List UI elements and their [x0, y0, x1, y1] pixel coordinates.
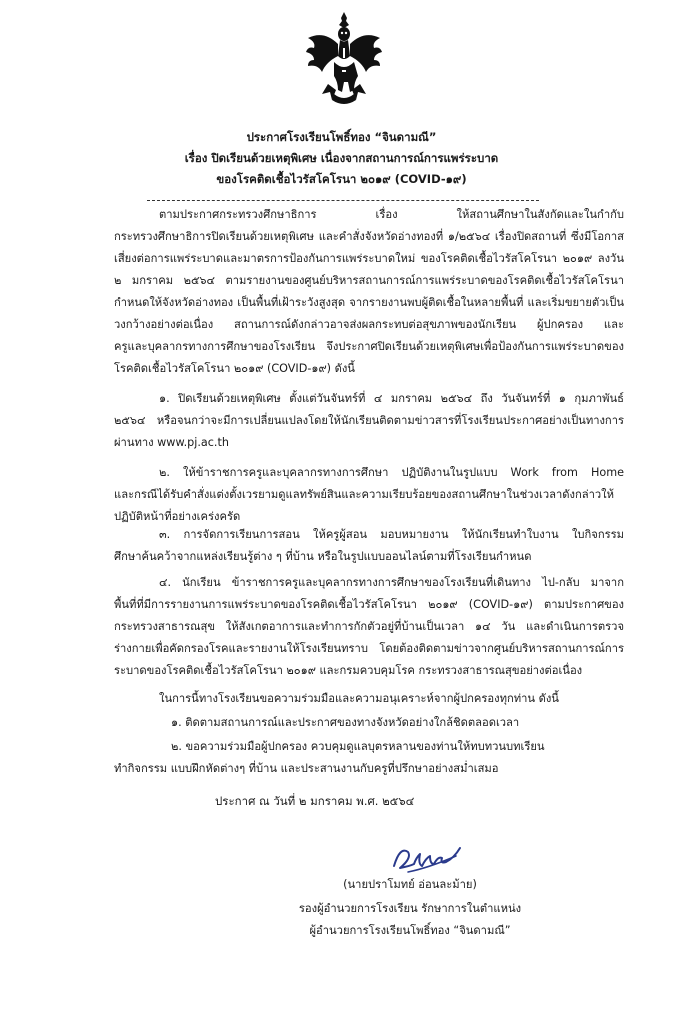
item-1-line: ๒๕๖๔ หรือจนกว่าจะมีการเปลี่ยนแปลงโดยให้นักเรียนติดตามข่าวสารที่โรงเรียนประกาศอย่างเป็นทางการ: [114, 414, 624, 427]
announcement-subject-cont: ของโรคติดเชื้อไวรัสโคโรนา ๒๐๑๙ (COVID-๑๙): [216, 172, 467, 186]
item-1-line: ผ่านทาง www.pj.ac.th: [114, 436, 229, 449]
item-2-line: ปฏิบัติหน้าที่อย่างเคร่งครัด: [114, 510, 241, 523]
body-line: เสี่ยงต่อการแพร่ระบาดและมาตรการป้องกันการแพร่ระบาดใหม่ ของโรคติดเชื้อไวรัสโคโรนา ๒๐๑๙ ลงวัน: [114, 252, 624, 265]
body-line: ตามประกาศกระทรวงศึกษาธิการ เรื่อง ให้สถานศึกษาในสังกัดและในกำกับ: [159, 208, 624, 221]
item-4-line: พื้นที่ที่มีการรายงานการแพร่ระบาดของโรคติดเชื้อไวรัสโคโรนา ๒๐๑๙ (COVID-๑๙) ตามประกาศของ: [114, 598, 624, 611]
item-4-line: ๔. นักเรียน ข้าราชการครูและบุคลากรทางการศึกษาของโรงเรียนที่เดินทาง ไป-กลับ มาจาก: [159, 576, 624, 589]
body-line: วงกว้างอย่างต่อเนื่อง สถานการณ์ดังกล่าวอาจส่งผลกระทบต่อสุขภาพของนักเรียน ผู้ปกครอง และ: [114, 318, 624, 331]
body-line: กระทรวงศึกษาธิการปิดเรียนด้วยเหตุพิเศษ และคำสั่งจังหวัดอ่างทองที่ ๑/๒๕๖๔ เรื่องปิดสถานที่ ซึ่งมีโอกาส: [114, 230, 624, 243]
signer-position-cont: ผู้อำนวยการโรงเรียนโพธิ์ทอง “จินดามณี”: [309, 924, 511, 937]
item-2-line: ๒. ให้ข้าราชการครูและบุคลากรทางการศึกษา ปฏิบัติงานในรูปแบบ Work from Home: [159, 466, 624, 479]
item-4-line: ระบาดของโรคติดเชื้อไวรัสโคโรนา ๒๐๑๙ และกรมควบคุมโรค กระทรวงสาธารณสุขอย่างต่อเนื่อง: [114, 664, 583, 677]
item-3-line: ศึกษาค้นคว้าจากแหล่งเรียนรู้ต่าง ๆ ที่บ้าน หรือในรูปแบบออนไลน์ตามที่โรงเรียนกำหนด: [114, 550, 532, 563]
header-divider: [147, 200, 539, 201]
item-4-line: กระทรวงสาธารณสุข ให้สังเกตอาการและทำการกักตัวอยู่ที่บ้านเป็นเวลา ๑๔ วัน และดำเนินการตรวจ: [114, 620, 624, 633]
request-item-2-cont: ทำกิจกรรม แบบฝึกหัดต่างๆ ที่บ้าน และประสานงานกับครูที่ปรึกษาอย่างสม่ำเสมอ: [114, 762, 499, 775]
body-line: ๒ มกราคม ๒๕๖๔ ตามรายงานของศูนย์บริหารสถานการณ์การแพร่ระบาดของโรคติดเชื้อไวรัสโคโรนา: [114, 274, 624, 287]
garuda-emblem-icon: [304, 10, 384, 106]
item-1-line: ๑. ปิดเรียนด้วยเหตุพิเศษ ตั้งแต่วันจันทร์ที่ ๔ มกราคม ๒๕๖๔ ถึง วันจันทร์ที่ ๑ กุมภาพันธ์: [159, 392, 624, 405]
request-item-2: ๒. ขอความร่วมมือผู้ปกครอง ควบคุมดูแลบุตรหลานของท่านให้ทบทวนบทเรียน: [171, 740, 545, 753]
request-intro: ในการนี้ทางโรงเรียนขอความร่วมมือและความอนุเคราะห์จากผู้ปกครองทุกท่าน ดังนี้: [159, 692, 559, 705]
signer-position: รองผู้อำนวยการโรงเรียน รักษาการในตำแหน่ง: [298, 902, 522, 915]
item-3-line: ๓. การจัดการเรียนการสอน ให้ครูผู้สอน มอบหมายงาน ให้นักเรียนทำใบงาน ใบกิจกรรม: [159, 528, 624, 541]
item-2-line: และกรณีได้รับคำสั่งแต่งตั้งเวรยามดูแลทรัพย์สินและความเรียบร้อยของสถานศึกษาในช่วงเวลาดังกล่าวให้: [114, 488, 615, 501]
announcement-title: ประกาศโรงเรียนโพธิ์ทอง “จินดามณี”: [246, 130, 437, 144]
announcement-subject: เรื่อง ปิดเรียนด้วยเหตุพิเศษ เนื่องจากสถานการณ์การแพร่ระบาด: [184, 151, 499, 165]
request-item-1: ๑. ติดตามสถานการณ์และประกาศของทางจังหวัดอย่างใกล้ชิดตลอดเวลา: [171, 716, 520, 729]
item-4-line: ร่างกายเพื่อคัดกรองโรคและรายงานให้โรงเรียนทราบ โดยต้องติดตามข่าวจากศูนย์บริหารสถานการณ์การ: [114, 642, 624, 655]
body-line: ครูและบุคลากรทางการศึกษาของโรงเรียน จึงประกาศปิดเรียนด้วยเหตุพิเศษเพื่อป้องกันการแพร่ระบาดของ: [114, 340, 624, 353]
signer-name: (นายปราโมทย์ อ่อนละม้าย): [343, 878, 477, 891]
body-line: กำหนดให้จังหวัดอ่างทอง เป็นพื้นที่เฝ้าระวังสูงสุด จากรายงานพบผู้ติดเชื้อในหลายพื้นที่ และเริ่มขยายตัวเป็น: [114, 296, 624, 309]
body-line: โรคติดเชื้อไวรัสโคโรนา ๒๐๑๙ (COVID-๑๙) ดังนี้: [114, 362, 355, 375]
announcement-date: ประกาศ ณ วันที่ ๒ มกราคม พ.ศ. ๒๕๖๔: [215, 794, 415, 808]
